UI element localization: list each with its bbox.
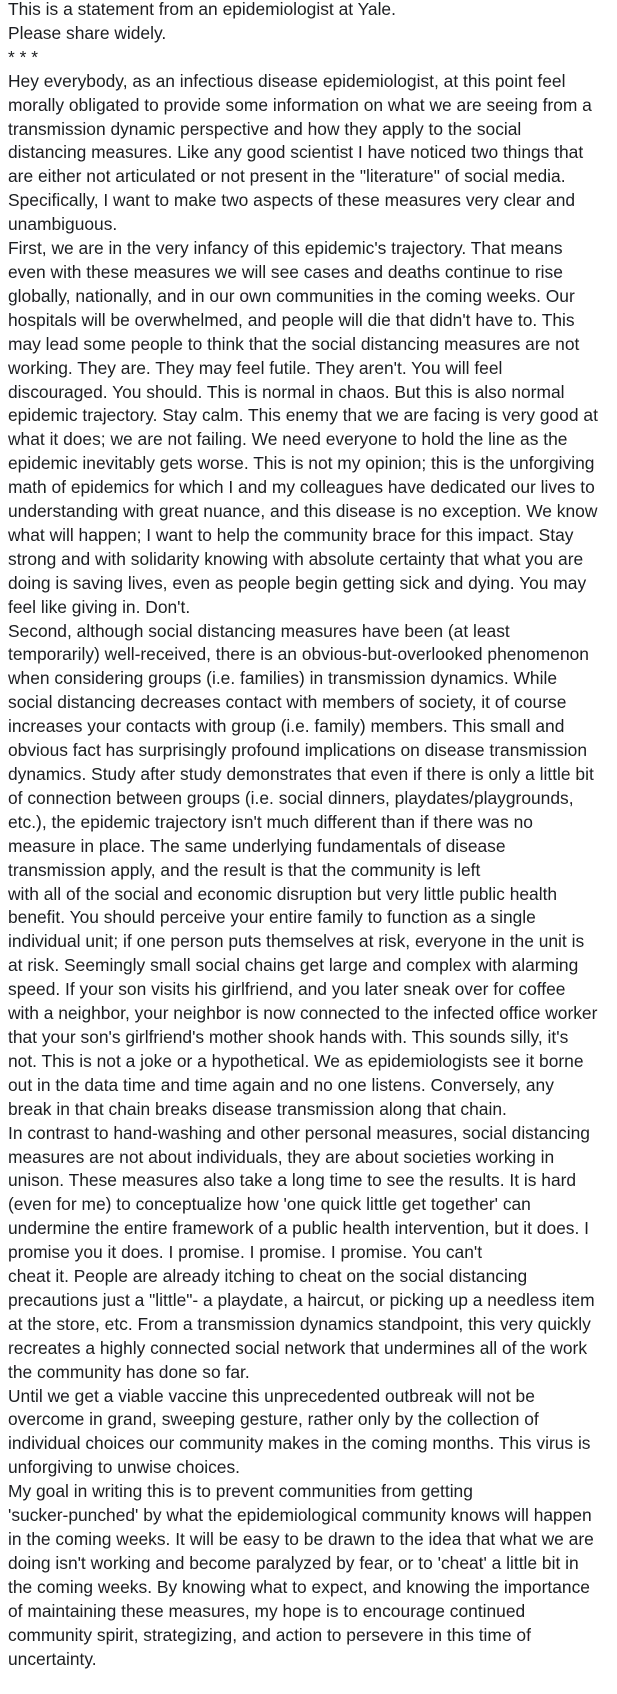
text-line: promise you it does. I promise. I promise. I promise. You can't xyxy=(8,1242,483,1263)
text-line: epidemic inevitably gets worse. This is not my opinion; this is the unforgiving xyxy=(8,453,595,474)
text-line: globally, nationally, and in our own communities in the coming weeks. Our xyxy=(8,285,575,306)
text-line: cheat it. People are already itching to cheat on the social distancing xyxy=(8,1266,528,1287)
text-line: uncertainty. xyxy=(8,1648,97,1669)
text-line: at the store, etc. From a transmission dynamics standpoint, this very quickly xyxy=(8,1313,591,1334)
text-line: increases your contacts with group (i.e. family) members. This small and xyxy=(8,716,565,737)
text-line: unison. These measures also take a long time to see the results. It is hard xyxy=(8,1170,577,1191)
text-line: that your son's girlfriend's mother shook hands with. This sounds silly, it's xyxy=(8,1026,569,1047)
text-line: strong and with solidarity knowing with absolute certainty that what you are xyxy=(8,548,584,569)
text-line: unambiguous. xyxy=(8,214,118,235)
text-line: Second, although social distancing measures have been (at least xyxy=(8,620,510,641)
text-line: transmission dynamic perspective and how they apply to the social xyxy=(8,118,522,139)
text-line: social distancing decreases contact with members of society, it of course xyxy=(8,692,567,713)
text-line: not. This is not a joke or a hypothetical. We as epidemiologists see it borne xyxy=(8,1050,584,1071)
text-line: * * * xyxy=(8,46,38,67)
text-line: Hey everybody, as an infectious disease epidemiologist, at this point feel xyxy=(8,70,566,91)
text-line: of maintaining these measures, my hope is to encourage continued xyxy=(8,1600,526,1621)
text-line: measure in place. The same underlying fundamentals of disease xyxy=(8,835,506,856)
text-line: what it does; we are not failing. We need everyone to hold the line as the xyxy=(8,429,568,450)
text-line: My goal in writing this is to prevent communities from getting xyxy=(8,1481,473,1502)
text-line: of connection between groups (i.e. social dinners, playdates/playgrounds, xyxy=(8,787,574,808)
text-line: transmission apply, and the result is that the community is left xyxy=(8,859,481,880)
text-line: individual choices our community makes in the coming months. This virus is xyxy=(8,1433,591,1454)
text-line: epidemic trajectory. Stay calm. This enemy that we are facing is very good at xyxy=(8,405,598,426)
text-line: in the coming weeks. It will be easy to be drawn to the idea that what we are xyxy=(8,1529,594,1549)
text-line: discouraged. You should. This is normal in chaos. But this is also normal xyxy=(8,381,565,402)
text-line: with a neighbor, your neighbor is now connected to the infected office worker xyxy=(8,1003,598,1024)
text-line: 'sucker-punched' by what the epidemiological community knows will happen xyxy=(8,1505,592,1526)
text-line: hospitals will be overwhelmed, and people will die that didn't have to. This xyxy=(8,309,575,330)
text-line: the community has done so far. xyxy=(8,1361,250,1382)
text-line: even with these measures we will see cases and deaths continue to rise xyxy=(8,261,563,282)
paragraph-intro xyxy=(8,70,613,237)
share-request xyxy=(8,22,613,46)
text-line: measures are not about individuals, they are about societies working in xyxy=(8,1146,555,1167)
text-line: the coming weeks. By knowing what to expect, and knowing the importance xyxy=(8,1576,590,1597)
text-line: This is a statement from an epidemiologist at Yale. xyxy=(8,0,396,19)
text-line: feel like giving in. Don't. xyxy=(8,596,191,617)
text-line: First, we are in the very infancy of this epidemic's trajectory. That means xyxy=(8,238,563,259)
text-line: may lead some people to think that the social distancing measures are not xyxy=(8,333,580,354)
text-line: with all of the social and economic disruption but very little public health xyxy=(8,883,558,904)
text-line: etc.), the epidemic trajectory isn't much different than if there was no xyxy=(8,811,533,832)
text-line: understanding with great nuance, and this disease is no exception. We know xyxy=(8,501,598,522)
paragraph-first xyxy=(8,237,613,620)
text-line: unforgiving to unwise choices. xyxy=(8,1457,241,1478)
text-line: at risk. Seemingly small social chains get large and complex with alarming xyxy=(8,955,579,976)
paragraph-second xyxy=(8,620,613,1122)
text-line: recreates a highly connected social network that undermines all of the work xyxy=(8,1337,588,1358)
paragraph-goal xyxy=(8,1480,613,1671)
paragraph-vaccine xyxy=(8,1385,613,1481)
text-line: In contrast to hand-washing and other personal measures, social distancing xyxy=(8,1122,590,1143)
text-line: (even for me) to conceptualize how 'one quick little get together' can xyxy=(8,1194,531,1215)
text-line: individual unit; if one person puts themselves at risk, everyone in the unit is xyxy=(8,931,585,952)
text-line: math of epidemics for which I and my colleagues have dedicated our lives to xyxy=(8,477,595,498)
text-line: break in that chain breaks disease transmission along that chain. xyxy=(8,1098,507,1119)
text-line: Specifically, I want to make two aspects of these measures very clear and xyxy=(8,190,576,211)
separator xyxy=(8,46,613,70)
post-body xyxy=(8,0,613,1671)
text-line: overcome in grand, sweeping gesture, rather only by the collection of xyxy=(8,1409,539,1430)
text-line: obvious fact has surprisingly profound implications on disease transmission xyxy=(8,740,588,761)
text-line: Until we get a viable vaccine this unprecedented outbreak will not be xyxy=(8,1385,535,1406)
text-line: speed. If your son visits his girlfriend, and you later sneak over for coffee xyxy=(8,979,566,1000)
text-line: when considering groups (i.e. families) in transmission dynamics. While xyxy=(8,668,557,689)
text-line: working. They are. They may feel futile. They aren't. You will feel xyxy=(8,357,503,378)
text-line: undermine the entire framework of a public health intervention, but it does. I xyxy=(8,1218,589,1239)
paragraph-contrast xyxy=(8,1122,613,1385)
intro-line xyxy=(8,0,613,22)
text-line: dynamics. Study after study demonstrates that even if there is only a little bit xyxy=(8,764,594,784)
text-line: Please share widely. xyxy=(8,22,167,43)
text-line: are either not articulated or not present in the "literature" of social media. xyxy=(8,166,566,187)
text-line: out in the data time and time again and no one listens. Conversely, any xyxy=(8,1074,554,1095)
text-line: benefit. You should perceive your entire family to function as a single xyxy=(8,907,536,928)
text-line: doing is saving lives, even as people begin getting sick and dying. You may xyxy=(8,572,587,593)
text-line: temporarily) well-received, there is an obvious-but-overlooked phenomenon xyxy=(8,644,589,665)
text-line: distancing measures. Like any good scientist I have noticed two things that xyxy=(8,142,584,163)
text-line: what will happen; I want to help the community brace for this impact. Stay xyxy=(8,524,574,545)
text-line: precautions just a "little"- a playdate, a haircut, or picking up a needless item xyxy=(8,1289,595,1310)
text-line: community spirit, strategizing, and action to persevere in this time of xyxy=(8,1624,531,1645)
text-line: morally obligated to provide some information on what we are seeing from a xyxy=(8,94,592,115)
text-line: doing isn't working and become paralyzed by fear, or to 'cheat' a little bit in xyxy=(8,1552,579,1573)
